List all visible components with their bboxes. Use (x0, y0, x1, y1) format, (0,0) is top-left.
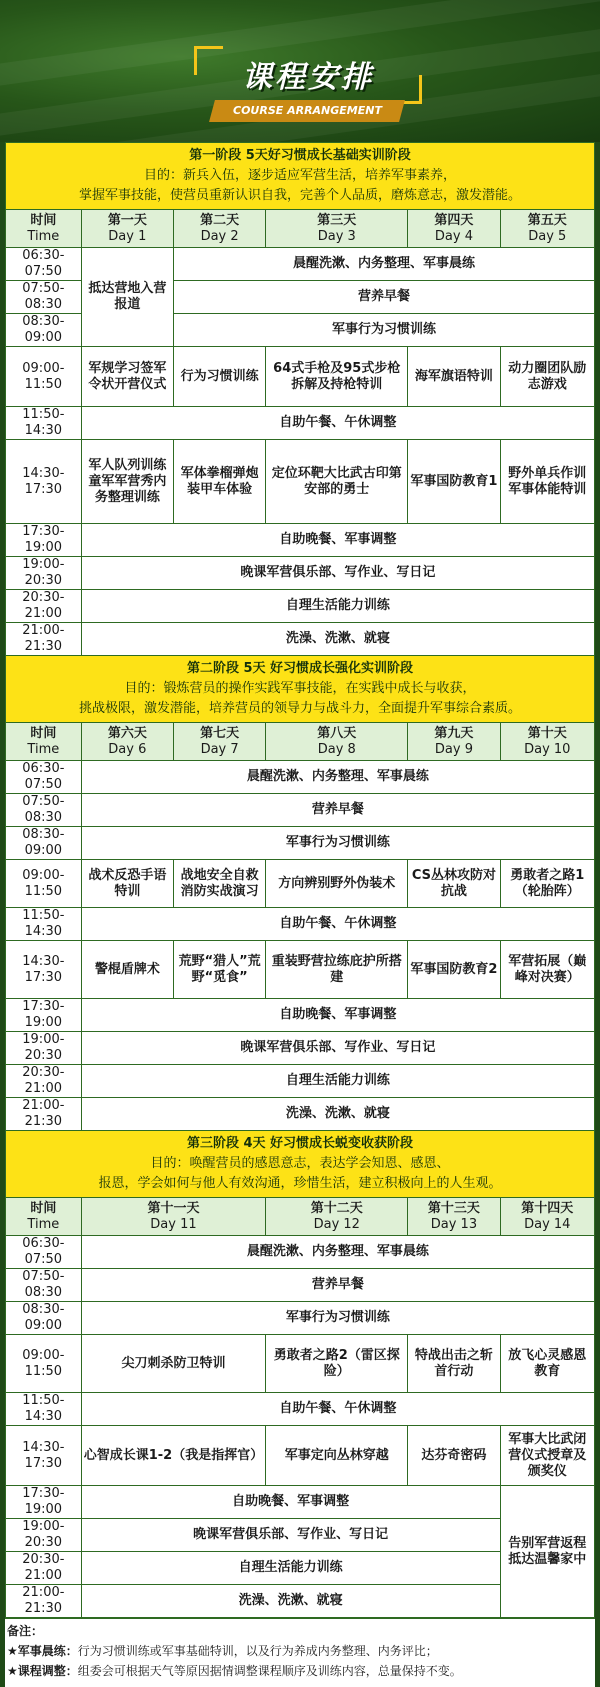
schedule-row (6, 590, 595, 623)
schedule-row (6, 1065, 595, 1098)
activity-cell: 心智成长课1-2（我是指挥官） (81, 1426, 266, 1486)
time-slot: 07:50-08:30 (6, 794, 82, 827)
time-slot: 14:30-17:30 (6, 941, 82, 999)
activity-cell: 军人队列训练童军军营秀内务整理训练 (81, 440, 173, 524)
day-header: 第四天 Day 4 (408, 210, 500, 248)
schedule-row (6, 524, 595, 557)
day-header: 第五天 Day 5 (500, 210, 594, 248)
time-slot: 14:30-17:30 (6, 1426, 82, 1486)
activity-cell: 自助午餐、午休调整 (81, 1393, 594, 1426)
schedule-row (6, 440, 595, 524)
note-item (7, 1661, 591, 1681)
time-slot: 17:30-19:00 (6, 999, 82, 1032)
day-header: 第十二天 Day 12 (266, 1198, 408, 1236)
activity-cell: 战术反恐手语特训 (81, 860, 173, 908)
time-slot: 20:30-21:00 (6, 1552, 82, 1585)
day-header: 第二天 Day 2 (173, 210, 265, 248)
activity-cell: 洗澡、洗漱、就寝 (81, 623, 594, 656)
time-slot: 17:30-19:00 (6, 524, 82, 557)
schedule-row (6, 557, 595, 590)
time-slot: 09:00-11:50 (6, 860, 82, 908)
time-slot: 08:30-09:00 (6, 314, 82, 347)
stage-header (6, 656, 595, 723)
stage-banner (6, 1131, 595, 1198)
schedule-row (6, 999, 595, 1032)
time-header: 时间 Time (6, 1198, 82, 1236)
day-header: 第十三天 Day 13 (408, 1198, 500, 1236)
schedule-row (6, 827, 595, 860)
time-slot: 07:50-08:30 (6, 281, 82, 314)
schedule-row (6, 407, 595, 440)
notes-section (5, 1618, 595, 1687)
schedule-row (6, 794, 595, 827)
time-header: 时间 Time (6, 723, 82, 761)
activity-cell: 军体拳榴弹炮装甲车体验 (173, 440, 265, 524)
day-header: 第八天 Day 8 (266, 723, 408, 761)
schedule-row (6, 1393, 595, 1426)
note-label: ★课程调整： (7, 1664, 78, 1678)
activity-cell: 军事行为习惯训练 (173, 314, 594, 347)
stage-goal: 掌握军事技能，使营员重新认识自我，完善个人品质，磨炼意志，激发潜能。 (78, 188, 521, 203)
activity-cell: 自助午餐、午休调整 (81, 908, 594, 941)
time-slot: 11:50-14:30 (6, 1393, 82, 1426)
schedule-row (6, 248, 595, 281)
time-slot: 19:00-20:30 (6, 1032, 82, 1065)
activity-cell: 达芬奇密码 (408, 1426, 500, 1486)
stage-goal: 报恩，学会如何与他人有效沟通，珍惜生活，建立积极向上的人生观。 (98, 1176, 502, 1191)
time-slot: 21:00-21:30 (6, 623, 82, 656)
time-slot: 06:30-07:50 (6, 248, 82, 281)
activity-cell: CS丛林攻防对抗战 (408, 860, 500, 908)
activity-cell: 海军旗语特训 (408, 347, 500, 407)
note-text: 行为习惯训练或军事基础特训，以及行为养成内务整理、内务评比； (77, 1644, 438, 1658)
stage-title: 第三阶段 4天 好习惯成长蜕变收获阶段 (186, 1136, 414, 1151)
activity-cell: 军营拓展（巅峰对决赛） (500, 941, 594, 999)
schedule-row (6, 1426, 595, 1486)
activity-cell: 营养早餐 (81, 1269, 594, 1302)
activity-cell: 军事行为习惯训练 (81, 1302, 594, 1335)
time-header: 时间 Time (6, 210, 82, 248)
schedule-row (6, 1486, 595, 1519)
activity-cell: 方向辨别野外伪装术 (266, 860, 408, 908)
day-header: 第三天 Day 3 (266, 210, 408, 248)
activity-cell: 尖刀刺杀防卫特训 (81, 1335, 266, 1393)
activity-cell: 军事定向丛林穿越 (266, 1426, 408, 1486)
stage-goal: 目的：锻炼营员的操作实践军事技能，在实践中成长与收获， (124, 681, 476, 696)
activity-cell: 行为习惯训练 (173, 347, 265, 407)
note-item (7, 1641, 591, 1661)
time-slot: 19:00-20:30 (6, 557, 82, 590)
stage-banner (6, 143, 595, 210)
day-header: 第十四天 Day 14 (500, 1198, 594, 1236)
activity-cell: 晨醒洗漱、内务整理、军事晨练 (173, 248, 594, 281)
day-header: 第十天 Day 10 (500, 723, 594, 761)
schedule-row (6, 1236, 595, 1269)
time-slot: 21:00-21:30 (6, 1585, 82, 1618)
stage-header (6, 143, 595, 210)
activity-cell: 荒野“猎人”荒野“觅食” (173, 941, 265, 999)
schedule-row (6, 623, 595, 656)
activity-cell: 64式手枪及95式步枪拆解及持枪特训 (266, 347, 408, 407)
schedule-table (5, 142, 595, 1618)
note-text: 组委会可根据天气等原因据情调整课程顺序及训练内容，总量保持不变。 (77, 1664, 462, 1678)
schedule-sheet (5, 142, 595, 1687)
day-header-row (6, 1198, 595, 1236)
stage-goal: 目的：新兵入伍，逐步适应军营生活，培养军事素养， (143, 168, 456, 183)
activity-cell: 军规学习签军令状开营仪式 (81, 347, 173, 407)
stage-title: 第一阶段 5天好习惯成长基础实训阶段 (189, 148, 411, 163)
schedule-row (6, 941, 595, 999)
activity-cell: 勇敢者之路1（轮胎阵） (500, 860, 594, 908)
activity-cell: 军事国防教育1 (408, 440, 500, 524)
time-slot: 07:50-08:30 (6, 1269, 82, 1302)
activity-cell: 抵达营地入营报道 (81, 248, 173, 347)
day-header: 第一天 Day 1 (81, 210, 173, 248)
activity-cell: 野外单兵作训军事体能特训 (500, 440, 594, 524)
header-banner (0, 0, 600, 142)
activity-cell: 自理生活能力训练 (81, 590, 594, 623)
stage-goal: 挑战极限，激发潜能，培养营员的领导力与战斗力，全面提升军事综合素质。 (78, 701, 521, 716)
activity-cell: 晚课军营俱乐部、写作业、写日记 (81, 1519, 500, 1552)
activity-cell: 定位环靶大比武古印第安部的勇士 (266, 440, 408, 524)
time-slot: 17:30-19:00 (6, 1486, 82, 1519)
activity-cell: 告别军营返程抵达温馨家中 (500, 1486, 594, 1618)
activity-cell: 晚课军营俱乐部、写作业、写日记 (81, 557, 594, 590)
activity-cell: 晨醒洗漱、内务整理、军事晨练 (81, 1236, 594, 1269)
schedule-row (6, 1269, 595, 1302)
time-slot: 09:00-11:50 (6, 1335, 82, 1393)
day-header-row (6, 210, 595, 248)
time-slot: 20:30-21:00 (6, 1065, 82, 1098)
schedule-row (6, 1032, 595, 1065)
activity-cell: 洗澡、洗漱、就寝 (81, 1585, 500, 1618)
schedule-row (6, 1302, 595, 1335)
time-slot: 06:30-07:50 (6, 1236, 82, 1269)
activity-cell: 晨醒洗漱、内务整理、军事晨练 (81, 761, 594, 794)
time-slot: 08:30-09:00 (6, 1302, 82, 1335)
time-slot: 11:50-14:30 (6, 908, 82, 941)
activity-cell: 警棍盾牌术 (81, 941, 173, 999)
activity-cell: 军事行为习惯训练 (81, 827, 594, 860)
activity-cell: 动力圈团队励志游戏 (500, 347, 594, 407)
time-slot: 11:50-14:30 (6, 407, 82, 440)
schedule-row (6, 860, 595, 908)
page-subtitle: COURSE ARRANGEMENT (209, 100, 405, 122)
title-block (208, 52, 408, 98)
time-slot: 09:00-11:50 (6, 347, 82, 407)
time-slot: 20:30-21:00 (6, 590, 82, 623)
schedule-row (6, 347, 595, 407)
activity-cell: 晚课军营俱乐部、写作业、写日记 (81, 1032, 594, 1065)
stage-goal: 目的：唤醒营员的感恩意志，表达学会知恩、感恩、 (150, 1156, 450, 1171)
activity-cell: 放飞心灵感恩教育 (500, 1335, 594, 1393)
day-header: 第九天 Day 9 (408, 723, 500, 761)
day-header: 第六天 Day 6 (81, 723, 173, 761)
activity-cell: 自理生活能力训练 (81, 1065, 594, 1098)
schedule-row (6, 908, 595, 941)
stage-title: 第二阶段 5天 好习惯成长强化实训阶段 (186, 661, 414, 676)
time-slot: 14:30-17:30 (6, 440, 82, 524)
activity-cell: 战地安全自救消防实战演习 (173, 860, 265, 908)
activity-cell: 自理生活能力训练 (81, 1552, 500, 1585)
day-header: 第十一天 Day 11 (81, 1198, 266, 1236)
schedule-row (6, 1335, 595, 1393)
activity-cell: 军事国防教育2 (408, 941, 500, 999)
activity-cell: 营养早餐 (81, 794, 594, 827)
activity-cell: 自助晚餐、军事调整 (81, 1486, 500, 1519)
schedule-row (6, 1098, 595, 1131)
activity-cell: 特战出击之斩首行动 (408, 1335, 500, 1393)
activity-cell: 勇敢者之路2（雷区探险） (266, 1335, 408, 1393)
activity-cell: 重装野营拉练庇护所搭建 (266, 941, 408, 999)
schedule-row (6, 761, 595, 794)
time-slot: 21:00-21:30 (6, 1098, 82, 1131)
time-slot: 08:30-09:00 (6, 827, 82, 860)
stage-header (6, 1131, 595, 1198)
time-slot: 19:00-20:30 (6, 1519, 82, 1552)
activity-cell: 自助午餐、午休调整 (81, 407, 594, 440)
activity-cell: 自助晚餐、军事调整 (81, 524, 594, 557)
activity-cell: 洗澡、洗漱、就寝 (81, 1098, 594, 1131)
activity-cell: 军事大比武闭营仪式授章及颁奖仪 (500, 1426, 594, 1486)
note-label: ★军事晨练： (7, 1644, 78, 1658)
notes-title: 备注： (7, 1624, 44, 1638)
page-title: 课程安排 (242, 60, 374, 95)
day-header-row (6, 723, 595, 761)
activity-cell: 营养早餐 (173, 281, 594, 314)
day-header: 第七天 Day 7 (173, 723, 265, 761)
stage-banner (6, 656, 595, 723)
time-slot: 06:30-07:50 (6, 761, 82, 794)
activity-cell: 自助晚餐、军事调整 (81, 999, 594, 1032)
